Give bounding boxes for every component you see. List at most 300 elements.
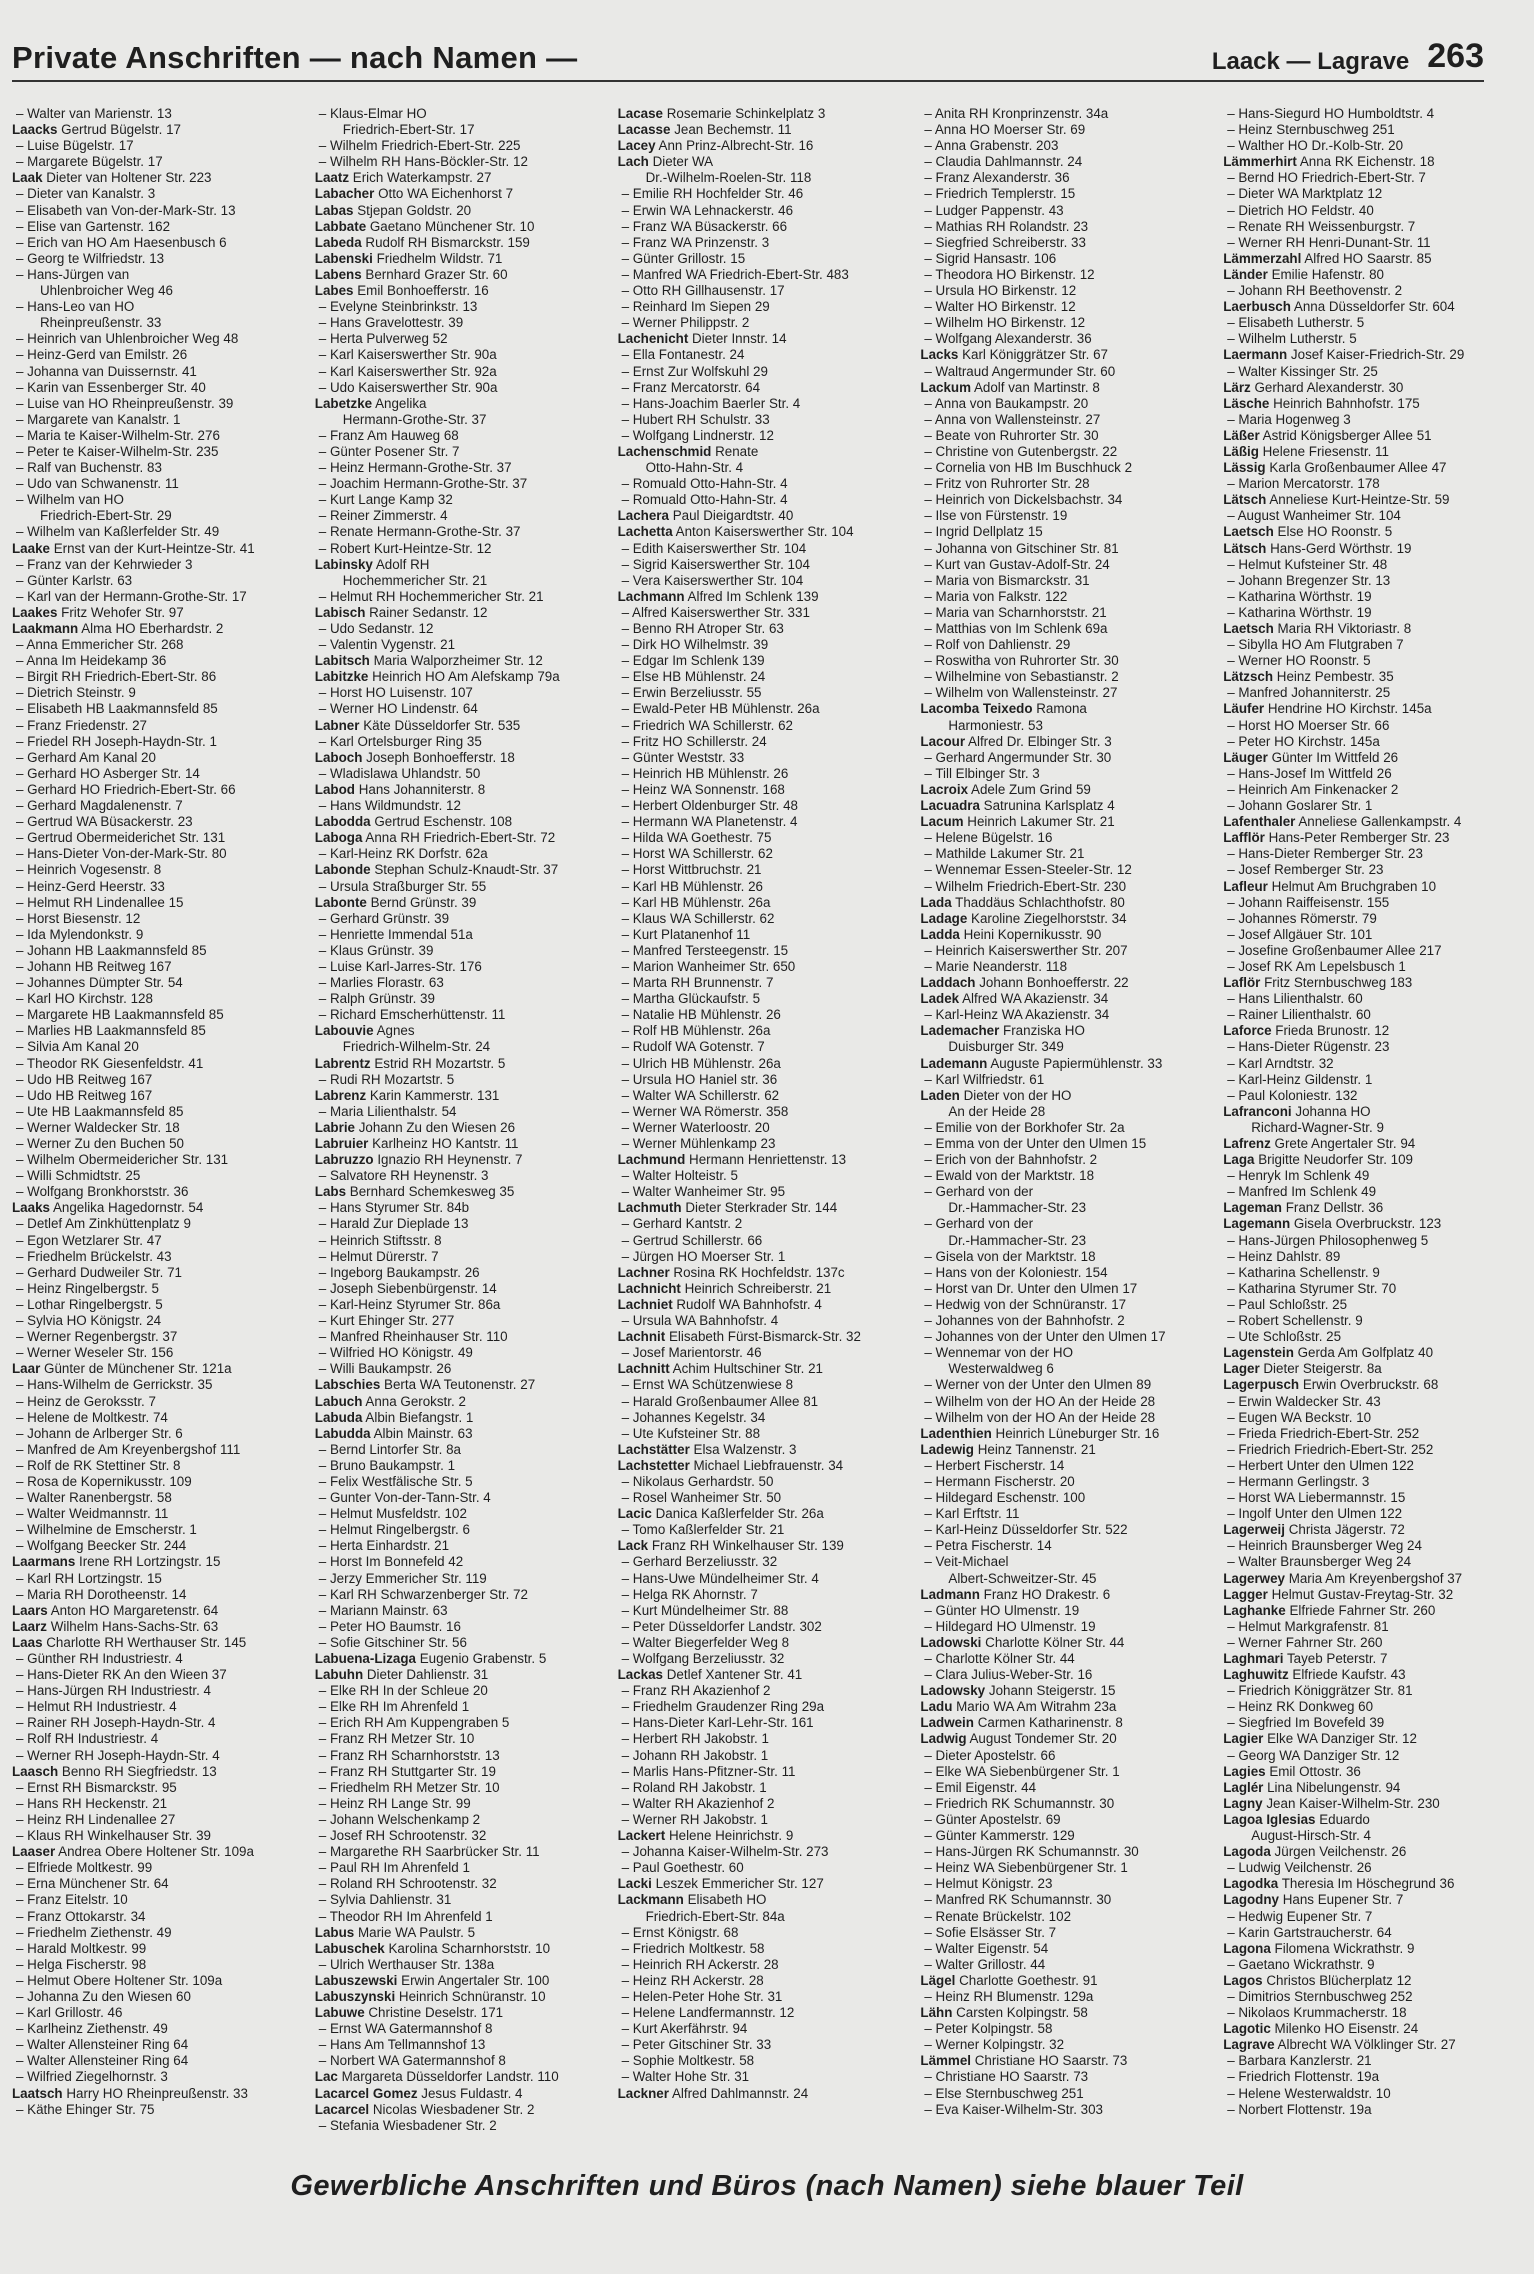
directory-entry: – Walter RH Akazienhof 2 <box>621 1795 775 1811</box>
directory-entry <box>315 895 606 911</box>
directory-entry: – Elisabeth van Von-der-Mark-Str. 13 <box>16 202 236 218</box>
directory-entry: – Elke RH Im Ahrenfeld 1 <box>318 1699 470 1715</box>
directory-entry <box>920 911 1211 927</box>
directory-entry: – Katharina Styrumer Str. 70 <box>1227 1280 1397 1296</box>
directory-entry: – Kurt Mündelheimer Str. 88 <box>621 1602 789 1618</box>
surname: Labudda <box>314 1425 371 1441</box>
surname: Labisch <box>314 604 366 620</box>
directory-entry <box>1223 524 1514 540</box>
directory-entry: – Roland RH Schrootenstr. 32 <box>318 1876 497 1892</box>
directory-entry: Westerwaldweg 6 <box>948 1361 1054 1377</box>
directory-entry: – Ute Kufsteiner Str. 88 <box>621 1425 761 1441</box>
entry-details: Hans-Peter Remberger Str. 23 <box>1268 830 1450 846</box>
entry-details: Friedhelm Wildstr. 71 <box>376 250 503 266</box>
entry-details: Dieter Sterkrader Str. 144 <box>685 1200 838 1216</box>
directory-entry: – Werner Fahrner Str. 260 <box>1227 1634 1383 1650</box>
entry-details: Berta WA Teutonenstr. 27 <box>384 1377 536 1393</box>
surname: Labuszewski <box>314 1972 398 1988</box>
directory-entry: – Peter Düsseldorfer Landstr. 302 <box>621 1618 822 1634</box>
entry-details: Gisela Overbruckstr. 123 <box>1293 1216 1442 1232</box>
directory-entry: – Erich RH Am Kuppengraben 5 <box>318 1715 510 1731</box>
directory-entry: – Paul Schloßstr. 25 <box>1227 1296 1348 1312</box>
entry-details: Maria Am Kreyenbergshof 37 <box>1288 1570 1463 1586</box>
directory-entry: – Sibylla HO Am Flutgraben 7 <box>1227 637 1404 653</box>
surname: Ladowski <box>920 1634 982 1650</box>
directory-entry: – Günter Apostelstr. 69 <box>924 1811 1061 1827</box>
directory-entry: – Dirk HO Wilhelmstr. 39 <box>621 637 769 653</box>
directory-entry: – Romuald Otto-Hahn-Str. 4 <box>621 476 788 492</box>
surname: Lacarcel Gomez <box>314 2085 418 2101</box>
directory-entry: – Ursula HO Birkenstr. 12 <box>924 283 1077 299</box>
entry-details: Helene Friesenstr. 11 <box>1262 443 1389 459</box>
directory-entry: – Friedrich Moltkestr. 58 <box>621 1940 765 1956</box>
entry-details: Adolf van Martinstr. 8 <box>973 379 1100 395</box>
surname: Lacic <box>617 1506 652 1522</box>
entry-details: Franz HO Drakestr. 6 <box>983 1586 1111 1602</box>
directory-entry: – Wilhelm HO Birkenstr. 12 <box>924 315 1086 331</box>
directory-entry <box>920 927 1211 943</box>
surname: Ladek <box>920 991 960 1007</box>
surname: Lacuadra <box>920 798 980 814</box>
directory-entry: Friedrich-Ebert-Str. 84a <box>645 1908 785 1924</box>
directory-entry <box>315 1925 606 1941</box>
directory-entry <box>1223 1587 1514 1603</box>
directory-entry: – Karl van der Hermann-Grothe-Str. 17 <box>16 588 247 604</box>
directory-entry: – Ingeborg Baukampstr. 26 <box>318 1264 480 1280</box>
directory-entry: – Hans-Wilhelm de Gerrickstr. 35 <box>16 1377 213 1393</box>
directory-entry: – Wilhelmine de Emscherstr. 1 <box>16 1522 197 1538</box>
surname: Laak <box>12 170 43 186</box>
directory-entry: Otto-Hahn-Str. 4 <box>645 460 744 476</box>
directory-entry: – Karl HO Kirchstr. 128 <box>16 991 153 1007</box>
surname: Labuch <box>314 1393 363 1409</box>
directory-entry: – Friedrich Königgrätzer Str. 81 <box>1227 1683 1413 1699</box>
directory-entry: – Horst Biesenstr. 12 <box>16 910 141 926</box>
surname: Labacher <box>314 186 375 202</box>
directory-entry: – Günter Grillostr. 15 <box>621 250 746 266</box>
directory-entry <box>1223 1377 1514 1393</box>
directory-entry: – Kurt van Gustav-Adolf-Str. 24 <box>924 556 1110 572</box>
directory-entry: – Harald Zur Dieplade 13 <box>318 1216 469 1232</box>
directory-entry: – Else Sternbuschweg 251 <box>924 2085 1084 2101</box>
directory-entry <box>1223 2021 1514 2037</box>
directory-entry: – Udo HB Reitweg 167 <box>16 1087 153 1103</box>
entry-details: Benno RH Siegfriedstr. 13 <box>61 1763 217 1779</box>
directory-entry <box>315 605 606 621</box>
surname: Labes <box>314 283 354 299</box>
directory-entry: – Helene Westerwaldstr. 10 <box>1227 2085 1391 2101</box>
surname: Labs <box>314 1184 347 1200</box>
entry-details: Rosina RK Hochfeldstr. 137c <box>673 1264 845 1280</box>
directory-entry: – Hans-Leo van HO <box>16 299 135 315</box>
directory-entry <box>12 1200 303 1216</box>
directory-entry <box>1223 492 1514 508</box>
entry-details: Carmen Katharinenstr. 8 <box>977 1715 1123 1731</box>
directory-entry: – Werner Kolpingstr. 32 <box>924 2037 1065 2053</box>
directory-entry: – Friedhelm Graudenzer Ring 29a <box>621 1699 825 1715</box>
directory-entry: – Johannes Dümpter Str. 54 <box>16 975 183 991</box>
directory-entry <box>315 251 606 267</box>
directory-entry: Hochemmericher Str. 21 <box>342 572 488 588</box>
entry-details: Ignazio RH Heynenstr. 7 <box>377 1152 523 1168</box>
footer-note: Gewerbliche Anschriften und Büros (nach Namen) siehe blauer Teil <box>290 2170 1244 2202</box>
entry-details: Nicolas Wiesbadener Str. 2 <box>372 2101 535 2117</box>
entry-details: Adele Zum Grind 59 <box>971 781 1091 797</box>
directory-entry: – Wilhelm RH Hans-Böckler-Str. 12 <box>318 154 528 170</box>
directory-entry: – Karl RH Schwarzenberger Str. 72 <box>318 1586 528 1602</box>
entry-details: Hendrine HO Kirchstr. 145a <box>1267 701 1432 717</box>
entry-details: Käte Düsseldorfer Str. 535 <box>363 717 521 733</box>
directory-entry <box>315 1410 606 1426</box>
surname: Labouvie <box>314 1023 374 1039</box>
directory-entry <box>1223 1731 1514 1747</box>
directory-entry: – Johannes von der Bahnhofstr. 2 <box>924 1313 1125 1329</box>
directory-entry: – Karl HB Mühlenstr. 26 <box>621 878 764 894</box>
surname: Laetsch <box>1223 621 1274 636</box>
surname: Laboga <box>314 830 363 846</box>
entry-details: Michael Liebfrauenstr. 34 <box>693 1457 844 1473</box>
surname: Ladwig <box>920 1731 967 1747</box>
directory-entry: – Benno RH Atroper Str. 63 <box>621 621 784 636</box>
directory-entry: – Karl HB Mühlenstr. 26a <box>621 894 771 910</box>
directory-entry <box>1223 1522 1514 1538</box>
directory-entry: – Werner Mühlenkamp 23 <box>621 1136 776 1151</box>
directory-entry: Albert-Schweitzer-Str. 45 <box>948 1570 1097 1586</box>
directory-entry <box>1223 1216 1514 1232</box>
entry-details: Danica Kaßlerfelder Str. 26a <box>655 1506 824 1522</box>
directory-entry <box>920 2053 1211 2069</box>
surname: Labuhn <box>314 1667 364 1683</box>
entry-details: Paul Dieigardtstr. 40 <box>672 508 794 524</box>
directory-entry: – Hans Gravelottestr. 39 <box>318 315 464 331</box>
directory-entry: – Wolfgang Alexanderstr. 36 <box>924 331 1092 347</box>
entry-details: Else HO Roonstr. 5 <box>1277 524 1393 540</box>
column-1 <box>12 106 303 2136</box>
directory-entry: – Hermann Fischerstr. 20 <box>924 1473 1075 1489</box>
directory-entry: – Gerhard Dudweiler Str. 71 <box>16 1264 182 1280</box>
directory-entry: – Nikolaos Krummacherstr. 18 <box>1227 2005 1407 2021</box>
directory-entry: – Roland RH Jakobstr. 1 <box>621 1779 767 1795</box>
directory-entry <box>920 1587 1211 1603</box>
directory-entry: – Manfred WA Friedrich-Ebert-Str. 483 <box>621 266 849 282</box>
directory-entry: – Siegfried Im Bovefeld 39 <box>1227 1715 1385 1731</box>
directory-entry: – Kurt Platanenhof 11 <box>621 926 751 942</box>
entry-details: Rainer Sedanstr. 12 <box>369 604 488 620</box>
directory-entry: – Helga Fischerstr. 98 <box>16 1956 147 1972</box>
directory-entry: – Heinrich Am Finkenacker 2 <box>1227 781 1399 797</box>
entry-details: Renate <box>715 443 759 459</box>
directory-entry: – Wilhelm von der HO An der Heide 28 <box>924 1393 1156 1409</box>
directory-entry <box>1223 396 1514 412</box>
entry-details: Stephan Schulz-Knaudt-Str. 37 <box>374 862 559 878</box>
directory-entry <box>618 1458 909 1474</box>
directory-entry: – Gerhard von der <box>924 1216 1034 1232</box>
surname: Lagier <box>1223 1731 1264 1747</box>
directory-entry: – Wolfgang Lindnerstr. 12 <box>621 427 774 443</box>
directory-entry: – Anna Im Heidekamp 36 <box>16 653 167 669</box>
entry-details: Emil Bonhoefferstr. 16 <box>357 283 489 299</box>
entry-details: Rosemarie Schinkelplatz 3 <box>666 106 826 121</box>
entry-details: Angelika <box>375 395 427 411</box>
entry-details: Christa Jägerstr. 72 <box>1288 1522 1405 1538</box>
directory-entry: – Walter Holteistr. 5 <box>621 1168 738 1184</box>
directory-entry: Friedrich-Ebert-Str. 17 <box>342 122 475 138</box>
directory-entry: Richard-Wagner-Str. 9 <box>1251 1119 1384 1135</box>
surname: Lacomba Teixedo <box>920 701 1033 717</box>
directory-entry: – Johann Welschenkamp 2 <box>318 1811 481 1827</box>
directory-entry: – Helmut RH Lindenallee 15 <box>16 894 184 910</box>
directory-entry <box>315 830 606 846</box>
directory-entry <box>618 524 909 540</box>
directory-entry <box>315 1973 606 1989</box>
surname: Ladage <box>920 910 968 926</box>
directory-entry: – Ingolf Unter den Ulmen 122 <box>1227 1506 1403 1522</box>
surname: Lätsch <box>1223 540 1267 556</box>
directory-entry: – Helene de Moltkestr. 74 <box>16 1409 168 1425</box>
surname: Lagodka <box>1223 1876 1279 1892</box>
directory-entry <box>618 1442 909 1458</box>
entry-details: Theresia Im Höschegrund 36 <box>1281 1876 1455 1892</box>
directory-entry <box>618 154 909 170</box>
directory-entry: – Dimitrios Sternbuschweg 252 <box>1227 1988 1413 2004</box>
directory-entry: Dr.-Hammacher-Str. 23 <box>948 1232 1087 1248</box>
directory-entry: – Robert Kurt-Heintze-Str. 12 <box>318 540 492 556</box>
entry-details: Heinz Tannenstr. 21 <box>977 1441 1096 1457</box>
directory-entry: – Wladislawa Uhlandstr. 50 <box>318 765 481 781</box>
entry-details: Milenko HO Eisenstr. 24 <box>1274 2021 1419 2037</box>
directory-entry: – Margarete van Kanalstr. 1 <box>16 411 181 427</box>
directory-entry: – Joseph Siebenbürgenstr. 14 <box>318 1280 497 1296</box>
directory-entry: – Karl Arndtstr. 32 <box>1227 1055 1334 1071</box>
directory-entry: – Franz Am Hauweg 68 <box>318 427 459 443</box>
directory-entry: – Kurt Lange Kamp 32 <box>318 492 453 508</box>
directory-entry: – Gerhard Magdalenenstr. 7 <box>16 798 183 814</box>
surname: Laetsch <box>1223 524 1274 540</box>
directory-entry <box>1223 879 1514 895</box>
directory-entry <box>12 541 303 557</box>
directory-entry <box>12 1619 303 1635</box>
directory-entry: – Johanna Kaiser-Wilhelm-Str. 273 <box>621 1844 829 1860</box>
directory-entry: – Franz RH Akazienhof 2 <box>621 1683 771 1699</box>
directory-entry <box>12 170 303 186</box>
surname: Lackert <box>617 1828 666 1844</box>
directory-entry: – Vera Kaiserswerther Str. 104 <box>621 572 804 588</box>
entry-details: Otto WA Eichenhorst 7 <box>378 186 514 202</box>
directory-entry <box>1223 621 1514 637</box>
directory-entry <box>315 653 606 669</box>
entry-details: Alfred Im Schlenk 139 <box>687 588 819 604</box>
directory-entry <box>315 1152 606 1168</box>
directory-entry: – Werner Zu den Buchen 50 <box>16 1136 184 1151</box>
directory-entry: August-Hirsch-Str. 4 <box>1251 1828 1371 1844</box>
entry-details: Albin Biefangstr. 1 <box>365 1409 474 1425</box>
directory-entry <box>1223 541 1514 557</box>
directory-entry <box>315 814 606 830</box>
surname: Lacey <box>617 138 656 154</box>
directory-entry: – Helmut Ringelbergstr. 6 <box>318 1522 470 1538</box>
directory-entry: – Johann Bregenzer Str. 13 <box>1227 572 1391 588</box>
entry-details: Helmut Gustav-Freytag-Str. 32 <box>1271 1586 1454 1602</box>
surname: Lachmann <box>617 588 685 604</box>
directory-entry <box>920 1715 1211 1731</box>
entry-details: Franz Dellstr. 36 <box>1285 1200 1384 1216</box>
surname: Ladda <box>920 926 960 942</box>
directory-entry: – Veit-Michael <box>924 1554 1009 1570</box>
directory-entry: – Heinz Hermann-Grothe-Str. 37 <box>318 460 512 476</box>
surname: Labitsch <box>314 653 370 669</box>
surname: Labonte <box>314 894 367 910</box>
directory-entry: – Renate Brückelstr. 102 <box>924 1908 1072 1924</box>
directory-entry: – Heinrich von Dickelsbachstr. 34 <box>924 492 1123 508</box>
entry-details: Christine Deselstr. 171 <box>368 2005 504 2021</box>
entry-details: Detlef Xantener Str. 41 <box>666 1667 803 1683</box>
entry-details: Christiane HO Saarstr. 73 <box>974 2053 1128 2069</box>
directory-entry: – Gerhard HO Asberger Str. 14 <box>16 765 200 781</box>
surname: Lacour <box>920 733 966 749</box>
entry-details: Heinz Pembestr. 35 <box>1276 669 1394 685</box>
directory-entry: – Robert Schellenstr. 9 <box>1227 1313 1363 1329</box>
directory-entry: – Heinrich HB Mühlenstr. 26 <box>621 765 789 781</box>
surname: Lageman <box>1223 1200 1282 1216</box>
surname: Lacum <box>920 814 964 830</box>
directory-entry: – Rudolf WA Gotenstr. 7 <box>621 1039 765 1055</box>
directory-entry: – Eugen WA Beckstr. 10 <box>1227 1409 1372 1425</box>
surname: Laforce <box>1223 1023 1272 1039</box>
directory-entry: – Friedhelm RH Metzer Str. 10 <box>318 1779 500 1795</box>
directory-entry <box>618 122 909 138</box>
directory-entry: – Ernst Königstr. 68 <box>621 1924 739 1940</box>
directory-entry: – Till Elbinger Str. 3 <box>924 765 1040 781</box>
directory-entry: – Hans-Jürgen Philosophenweg 5 <box>1227 1232 1429 1248</box>
surname: Ladowsky <box>920 1683 986 1699</box>
directory-entry <box>1223 1780 1514 1796</box>
directory-entry: – Hedwig von der Schnüranstr. 17 <box>924 1296 1127 1312</box>
directory-entry <box>315 2102 606 2118</box>
entry-details: Maria RH Viktoriastr. 8 <box>1277 621 1412 636</box>
directory-entry <box>920 701 1211 717</box>
directory-entry: – Heinz Dahlstr. 89 <box>1227 1248 1341 1264</box>
directory-entry: – Paul RH Im Ahrenfeld 1 <box>318 1860 470 1876</box>
directory-entry: – Karl Erftstr. 11 <box>924 1506 1020 1522</box>
directory-entry: – Heinz RK Donkweg 60 <box>1227 1699 1374 1715</box>
directory-entry: – Karl Grillostr. 46 <box>16 2005 123 2021</box>
surname: Lackmann <box>617 1892 684 1908</box>
directory-entry: – Karl-Heinz RK Dorfstr. 62a <box>318 846 488 862</box>
entry-details: Tayeb Peterstr. 7 <box>1286 1651 1388 1666</box>
surname: Lafranconi <box>1223 1103 1292 1119</box>
entry-details: Johanna HO <box>1295 1103 1371 1119</box>
directory-entry: – Werner von der Unter den Ulmen 89 <box>924 1377 1152 1393</box>
entry-details: Marie WA Paulstr. 5 <box>357 1924 476 1940</box>
directory-entry: – Karl RH Lortzingstr. 15 <box>16 1570 162 1586</box>
entry-details: Harry HO Rheinpreußenstr. 33 <box>66 2085 248 2101</box>
directory-entry: – Hilda WA Goethestr. 75 <box>621 830 772 846</box>
entry-details: Gertrud Eschenstr. 108 <box>374 814 513 830</box>
directory-entry <box>12 2086 303 2102</box>
directory-columns <box>12 106 1514 2136</box>
directory-entry: – Helmut RH Hochemmericher Str. 21 <box>318 588 544 604</box>
directory-entry <box>1223 1844 1514 1860</box>
entry-details: Karin Kammerstr. 131 <box>369 1087 500 1103</box>
directory-entry: – Hans Wildmundstr. 12 <box>318 798 461 814</box>
directory-entry: – Gaetano Wickrathstr. 9 <box>1227 1956 1375 1972</box>
surname: Lacase <box>617 106 664 121</box>
entry-details: Achim Hultschiner Str. 21 <box>672 1361 823 1377</box>
directory-entry: – Wilhelm von der HO An der Heide 28 <box>924 1409 1156 1425</box>
directory-entry: – Peter te Kaiser-Wilhelm-Str. 235 <box>16 443 219 459</box>
entry-details: Hans-Gerd Wörthstr. 19 <box>1270 540 1412 556</box>
directory-entry: – Manfred Im Schlenk 49 <box>1227 1184 1377 1200</box>
directory-entry <box>618 444 909 460</box>
directory-entry: – Ernst WA Schützenwiese 8 <box>621 1377 794 1393</box>
entry-details: Anneliese Kurt-Heintze-Str. 59 <box>1269 492 1450 508</box>
directory-entry: – Hans-Uwe Mündelheimer Str. 4 <box>621 1570 819 1586</box>
directory-entry <box>1223 1023 1514 1039</box>
directory-entry: – Luise Bügelstr. 17 <box>16 138 134 154</box>
directory-entry: – Herbert Unter den Ulmen 122 <box>1227 1457 1415 1473</box>
column-3 <box>618 106 909 2136</box>
surname: Labbate <box>314 218 367 234</box>
entry-details: Heinrich HO Am Alefskamp 79a <box>372 669 560 685</box>
directory-entry: – Reinhard Im Siepen 29 <box>621 299 770 315</box>
directory-entry: – Günter Kammerstr. 129 <box>924 1828 1075 1844</box>
directory-entry: – Heinz WA Sonnenstr. 168 <box>621 781 785 797</box>
header-right <box>1212 37 1484 80</box>
directory-entry: – Günther RH Industriestr. 4 <box>16 1651 183 1666</box>
directory-entry: – Heinz RH Blumenstr. 129a <box>924 1988 1094 2004</box>
directory-entry: – Bernd Lintorfer Str. 8a <box>318 1441 461 1457</box>
surname: Lagenstein <box>1223 1345 1294 1361</box>
directory-entry: – Udo Kaiserswerther Str. 90a <box>318 379 498 395</box>
directory-entry: – Elke WA Siebenbürgener Str. 1 <box>924 1763 1120 1779</box>
surname: Laasch <box>12 1763 59 1779</box>
directory-entry: – Salvatore RH Heynenstr. 3 <box>318 1168 489 1184</box>
directory-entry: – Johanna von Gitschiner Str. 81 <box>924 540 1119 556</box>
directory-entry: – Werner Weseler Str. 156 <box>16 1345 174 1361</box>
directory-entry: – Udo van Schwanenstr. 11 <box>16 476 179 492</box>
directory-entry: – Werner HO Roonstr. 5 <box>1227 653 1371 669</box>
surname: Laacks <box>12 122 58 138</box>
surname: Labschies <box>314 1377 381 1393</box>
entry-details: Estrid RH Mozartstr. 5 <box>374 1055 506 1071</box>
directory-entry: – Emma von der Unter den Ulmen 15 <box>924 1136 1147 1151</box>
directory-entry: – Johann HB Laakmannsfeld 85 <box>16 942 207 958</box>
directory-entry: – Herta Pulverweg 52 <box>318 331 448 347</box>
directory-entry: – Klaus RH Winkelhauser Str. 39 <box>16 1828 211 1844</box>
directory-entry: – Dietrich HO Feldstr. 40 <box>1227 202 1374 218</box>
directory-entry <box>12 1361 303 1377</box>
directory-entry: – Georg WA Danziger Str. 12 <box>1227 1747 1400 1763</box>
surname: Läsche <box>1223 395 1270 411</box>
directory-entry <box>920 814 1211 830</box>
entry-details: Heini Kopernikusstr. 90 <box>963 926 1102 942</box>
entry-details: Alma HO Eberhardstr. 2 <box>81 621 224 636</box>
directory-entry: – Ursula Straßburger Str. 55 <box>318 878 487 894</box>
directory-entry: – Marta RH Brunnenstr. 7 <box>621 975 774 991</box>
directory-entry: – Manfred RK Schumannstr. 30 <box>924 1892 1112 1908</box>
directory-entry: – Helmut RH Industriestr. 4 <box>16 1699 177 1715</box>
directory-entry: – Emilie von der Borkhofer Str. 2a <box>924 1119 1125 1135</box>
directory-entry <box>1223 701 1514 717</box>
entry-details: Thaddäus Schlachthofstr. 80 <box>955 894 1125 910</box>
directory-entry: – Mathias RH Rolandstr. 23 <box>924 218 1089 234</box>
entry-details: Hans Johanniterstr. 8 <box>358 781 486 797</box>
directory-entry: – Franz RH Metzer Str. 10 <box>318 1731 475 1747</box>
directory-entry: – Marlies HB Laakmannsfeld 85 <box>16 1023 206 1039</box>
directory-entry: – Hubert RH Schulstr. 33 <box>621 411 770 427</box>
directory-entry: – Ernst Zur Wolfskuhl 29 <box>621 363 768 379</box>
directory-entry: – Wilhelm Lutherstr. 5 <box>1227 331 1357 347</box>
